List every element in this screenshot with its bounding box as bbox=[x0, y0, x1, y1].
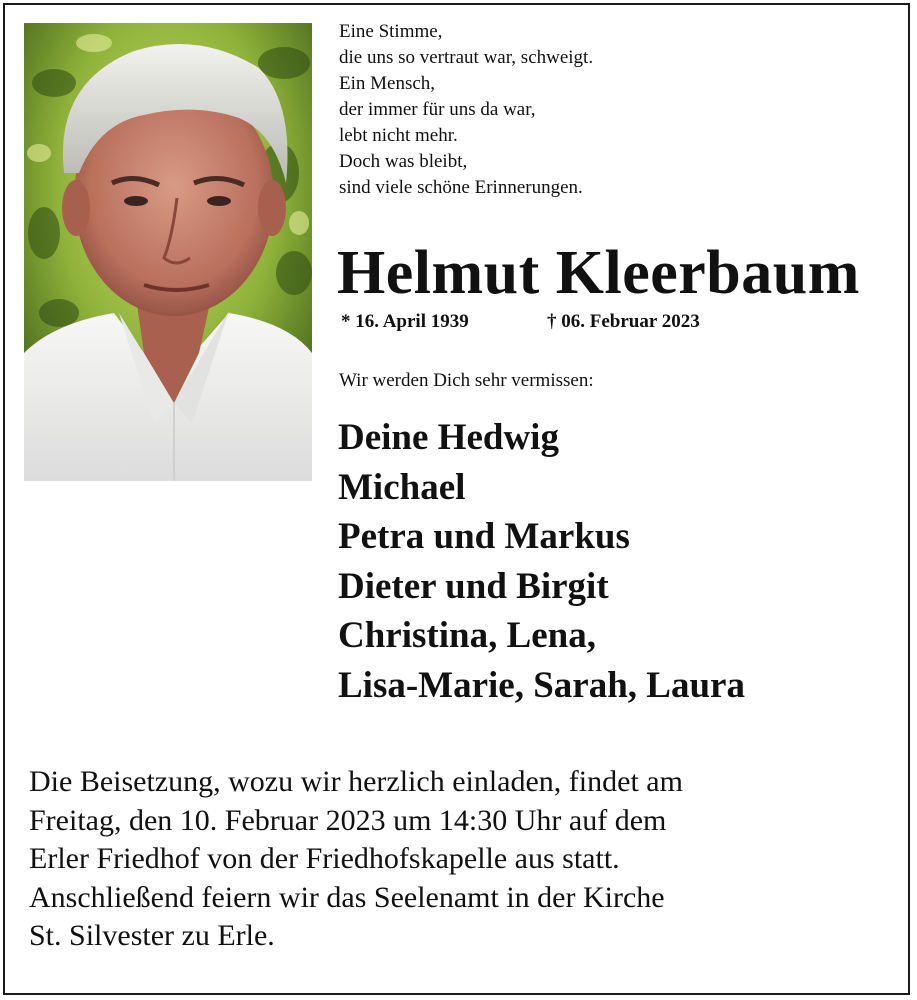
funeral-line: Die Beisetzung, wozu wir herzlich einladen, findet am bbox=[29, 765, 683, 798]
poem-line: Ein Mensch, bbox=[339, 73, 436, 94]
poem-line: die uns so vertraut war, schweigt. bbox=[339, 47, 594, 68]
funeral-line: Erler Friedhof von der Friedhofskapelle aus statt. bbox=[29, 842, 620, 875]
birth-date: * 16. April 1939 bbox=[341, 311, 469, 332]
poem-line: der immer für uns da war, bbox=[339, 99, 536, 120]
mourner-line: Dieter und Birgit bbox=[338, 565, 609, 607]
memorial-poem bbox=[339, 19, 593, 201]
death-date: † 06. Februar 2023 bbox=[547, 311, 700, 332]
funeral-line: Freitag, den 10. Februar 2023 um 14:30 Uhr auf dem bbox=[29, 803, 667, 837]
poem-line: lebt nicht mehr. bbox=[339, 125, 458, 146]
portrait-photo bbox=[24, 23, 312, 481]
poem-line: sind viele schöne Erinnerungen. bbox=[339, 177, 583, 198]
deceased-name: Helmut Kleerbaum bbox=[337, 239, 860, 307]
funeral-notice bbox=[29, 763, 683, 956]
poem-line: Eine Stimme, bbox=[339, 21, 443, 42]
mourner-line: Petra und Markus bbox=[338, 516, 630, 557]
poem-line: Doch was bleibt, bbox=[339, 151, 468, 172]
funeral-line: St. Silvester zu Erle. bbox=[29, 919, 275, 952]
funeral-line: Anschließend feiern wir das Seelenamt in der Kirche bbox=[29, 880, 665, 914]
mourners-intro: Wir werden Dich sehr vermissen: bbox=[339, 370, 594, 391]
mourner-line: Christina, Lena, bbox=[338, 615, 597, 656]
mourner-line: Deine Hedwig bbox=[338, 417, 559, 458]
mourner-line: Lisa-Marie, Sarah, Laura bbox=[338, 664, 745, 706]
mourners-list bbox=[338, 413, 745, 710]
mourner-line: Michael bbox=[338, 466, 466, 508]
